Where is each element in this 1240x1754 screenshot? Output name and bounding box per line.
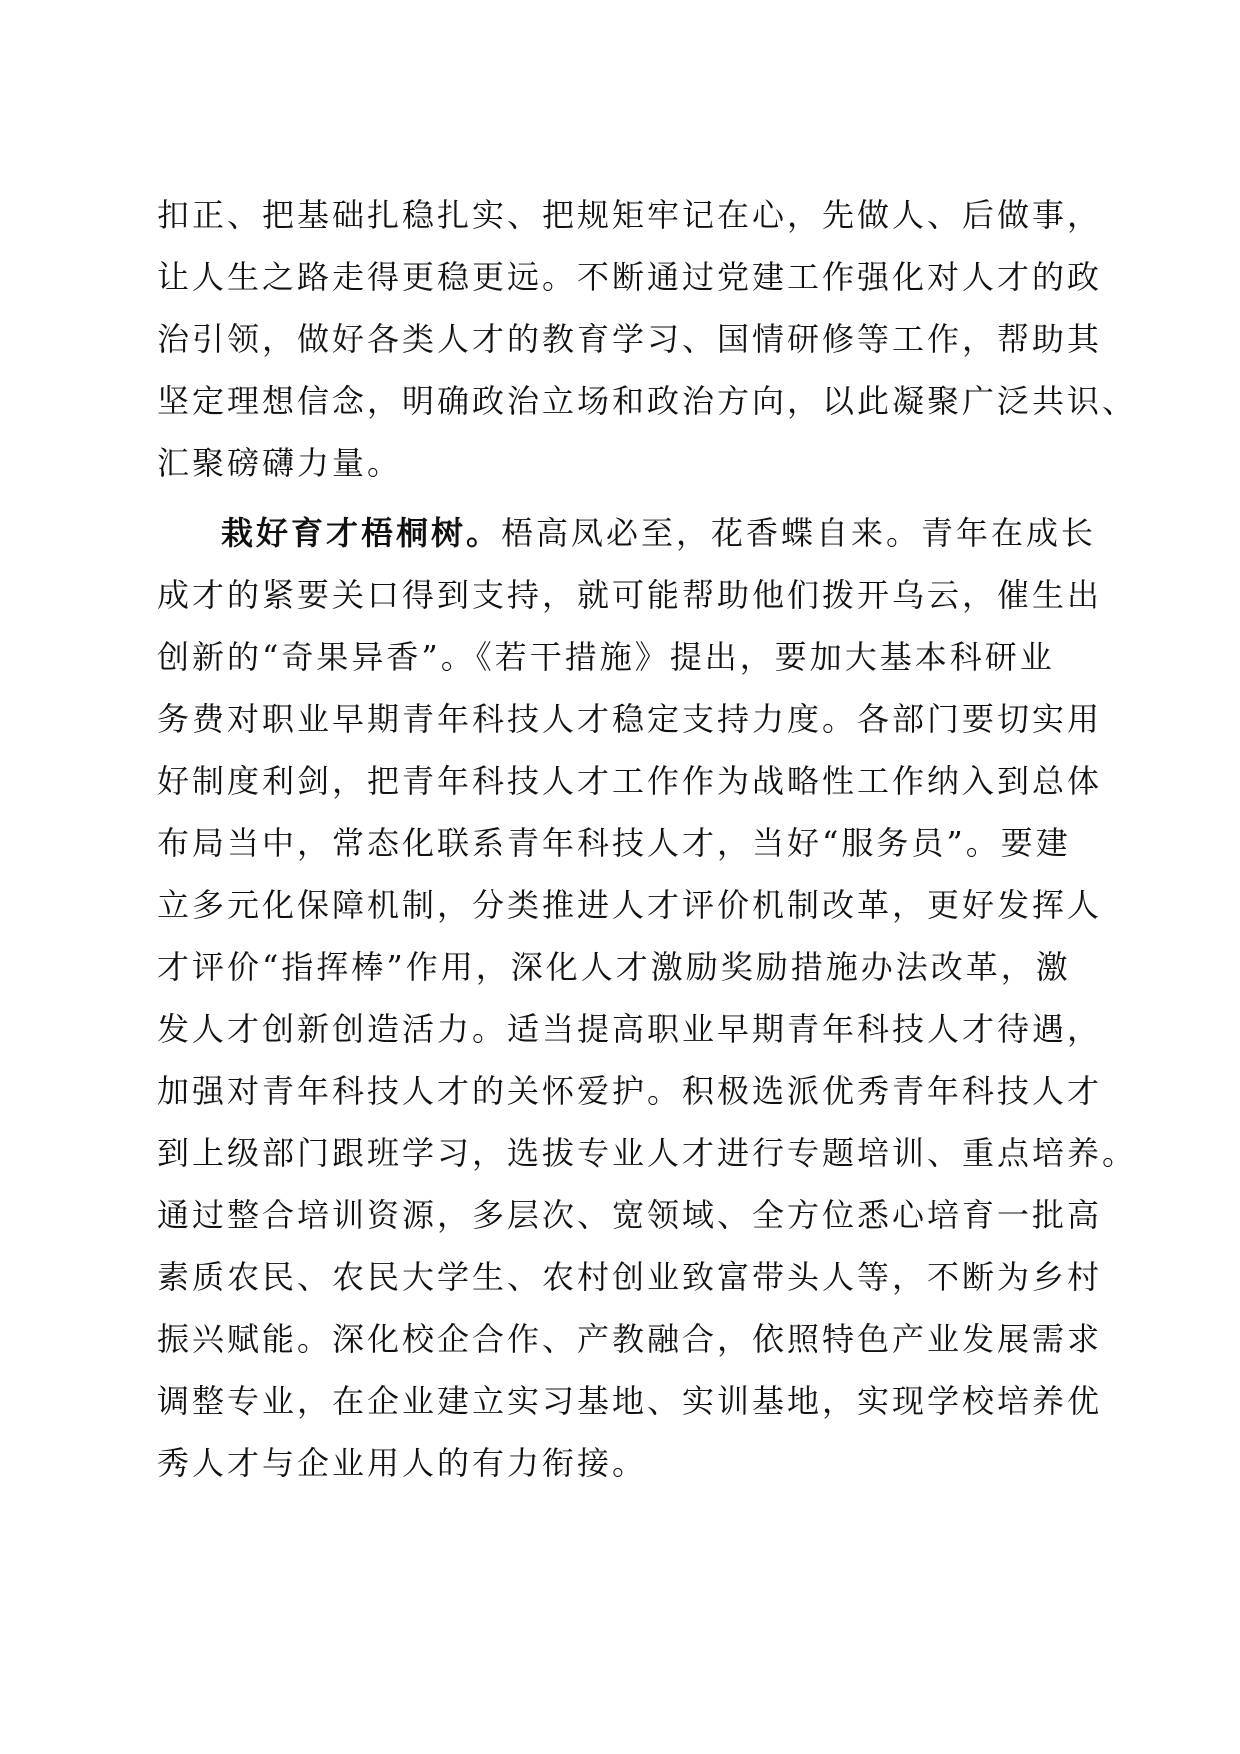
text-line: 振兴赋能。深化校企合作、产教融合，依照特色产业发展需求 <box>157 1320 1103 1358</box>
text-line: 让人生之路走得更稳更远。不断通过党建工作强化对人才的政 <box>157 258 1103 296</box>
text-line: 到上级部门跟班学习，选拔专业人才进行专题培训、重点培养。 <box>157 1134 1138 1172</box>
text-line: 成才的紧要关口得到支持，就可能帮助他们拨开乌云，催生出 <box>157 576 1103 614</box>
text-line-first <box>157 502 1117 564</box>
document-body <box>157 184 1138 1494</box>
text-line: 治引领，做好各类人才的教育学习、国情研修等工作，帮助其 <box>157 320 1103 358</box>
text-line: 坚定理想信念，明确政治立场和政治方向，以此凝聚广泛共识、 <box>157 382 1138 420</box>
text-line: 扣正、把基础扎稳扎实、把规矩牢记在心，先做人、后做事， <box>157 196 1103 234</box>
text-line: 素质农民、农民大学生、农村创业致富带头人等，不断为乡村 <box>157 1258 1103 1296</box>
text-line: 务费对职业早期青年科技人才稳定支持力度。各部门要切实用 <box>157 700 1103 738</box>
paragraph-2 <box>157 502 1138 1494</box>
text-line: 布局当中，常态化联系青年科技人才，当好“服务员”。要建 <box>157 824 1071 862</box>
text-line: 才评价“指挥棒”作用，深化人才激励奖励措施办法改革，激 <box>157 948 1071 986</box>
text-line: 创新的“奇果异香”。《若干措施》提出，要加大基本科研业 <box>157 638 1055 676</box>
text-line: 好制度利剑，把青年科技人才工作作为战略性工作纳入到总体 <box>157 762 1103 800</box>
text-line: 汇聚磅礴力量。 <box>157 444 403 482</box>
text-line: 加强对青年科技人才的关怀爱护。积极选派优秀青年科技人才 <box>157 1072 1103 1110</box>
text-line: 调整专业，在企业建立实习基地、实训基地，实现学校培养优 <box>157 1382 1103 1420</box>
paragraph-gap <box>157 494 1117 502</box>
text-line: 立多元化保障机制，分类推进人才评价机制改革，更好发挥人 <box>157 886 1103 924</box>
paragraph-heading: 栽好育才梧桐树。 <box>221 514 502 552</box>
text-line: 发人才创新创造活力。适当提高职业早期青年科技人才待遇， <box>157 1010 1103 1048</box>
paragraph-1 <box>157 184 1138 494</box>
text-run: 梧高凤必至，花香蝶自来。青年在成长 <box>501 514 1097 552</box>
text-line: 秀人才与企业用人的有力衔接。 <box>157 1444 648 1482</box>
text-line: 通过整合培训资源，多层次、宽领域、全方位悉心培育一批高 <box>157 1196 1103 1234</box>
